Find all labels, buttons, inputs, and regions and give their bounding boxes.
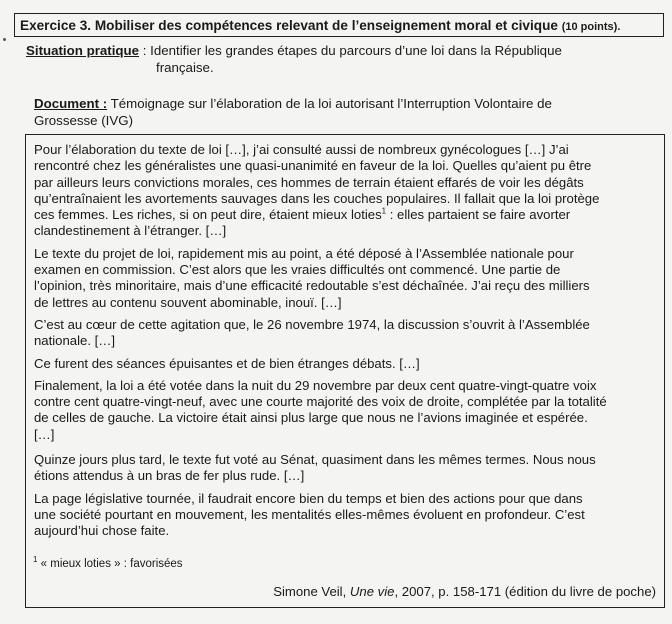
paragraph-line: Finalement, la loi a été votée dans la nuit du 29 novembre par deux cent quatre-vingt-quatre voix [34, 377, 597, 393]
footnote-number: 1 [33, 555, 38, 565]
paragraph-5 [34, 378, 656, 443]
paragraph-line: de lettres au contenu souvent abominable, inouï. […] [34, 294, 342, 310]
document-label: Document : [34, 96, 108, 111]
paragraph-line: examen en commission. C’est alors que les vraies difficultés ont commencé. Une partie de [34, 262, 561, 278]
paragraph-7 [34, 491, 656, 540]
footnote-ref: 1 [381, 206, 387, 216]
source-details: , 2007, p. 158-171 (édition du livre de poche) [394, 584, 656, 599]
document-intro-text-1: Témoignage sur l’élaboration de la loi autorisant l’Interruption Volontaire de [107, 96, 552, 111]
situation-line-1 [26, 42, 626, 59]
footnote-text: « mieux loties » : favorisées [37, 558, 183, 570]
paragraph-line: par ailleurs leurs convictions morales, ces hommes de terrain étaient effarés de voir les dégâts [34, 174, 584, 190]
document-intro [34, 95, 634, 129]
paragraph-line: aujourd’hui chose faite. [34, 523, 170, 539]
situation-text-1: Identifier les grandes étapes du parcours d’une loi dans la République [150, 43, 562, 58]
paragraph-line: Le texte du projet de loi, rapidement mis au point, a été déposé à l’Assemblée nationale pour [34, 245, 574, 261]
paragraph-2 [34, 246, 656, 311]
paragraph-1 [34, 142, 656, 240]
situation-separator: : [139, 43, 151, 58]
document-intro-line-1 [34, 95, 634, 112]
paragraph-line: […] [34, 426, 55, 442]
paragraph-line [34, 207, 656, 223]
paragraph-line: rencontré chez les généralistes une quasi-unanimité en faveur de la loi. Quelles qu’aient pu être [34, 158, 592, 174]
paragraph-line: clandestinement à l’étranger. […] [34, 223, 227, 239]
scan-mark [3, 38, 6, 41]
paragraph-line: Pour l’élaboration du texte de loi […], j’ai consulté aussi de nombreux gynécologues […] J’ai [34, 142, 569, 157]
exercise-title-box [14, 13, 664, 37]
paragraph-4 [34, 356, 656, 372]
paragraph-line: Ce furent des séances épuisantes et de bien étranges débats. […] [34, 355, 420, 371]
paragraph-6 [34, 452, 656, 485]
document-text-box [25, 134, 665, 608]
paragraph-line-text: ces femmes. Les riches, si on peut dire, étaient mieux loties [34, 207, 382, 223]
paragraph-line: La page législative tournée, il faudrait encore bien du temps et bien des actions pour que dans [34, 490, 583, 506]
paragraph-line: C’est au cœur de cette agitation que, le 26 novembre 1974, la discussion s’ouvrit à l’Assemblée [34, 316, 590, 332]
source-book-title: Une vie [349, 584, 395, 599]
source-citation [273, 584, 656, 600]
paragraph-line: contre cent quatre-vingt-neuf, avec une courte majorité des voix de droite, complétée par la totalité [34, 394, 607, 410]
situation-text-2: française. [156, 60, 214, 75]
paragraph-line: nationale. […] [34, 333, 116, 349]
exercise-points: (10 points). [561, 21, 621, 33]
exercise-title: Exercice 3. Mobiliser des compétences relevant de l’enseignement moral et civique [20, 18, 558, 33]
paragraph-line: Quinze jours plus tard, le texte fut voté au Sénat, quasiment dans les mêmes termes. Nous nous [34, 452, 596, 468]
source-author: Simone Veil, [273, 584, 350, 599]
paragraph-3 [34, 317, 656, 350]
paragraph-line-text: : elles partaient se faire avorter [386, 207, 571, 223]
paragraph-line: une société pourtant en mouvement, les mentalités elles-mêmes évoluent en profondeur. C’est [34, 506, 585, 522]
situation-label: Situation pratique [26, 43, 140, 58]
situation-section [26, 42, 626, 76]
paragraph-line: étions attendus à un bras de fer plus rude. […] [34, 468, 305, 484]
paragraph-line: l’opinion, très minoritaire, mais d’une efficacité redoutable s’est déchaînée. J’ai reçu des milliers [34, 278, 590, 294]
document-intro-text-2: Grossesse (IVG) [34, 113, 134, 128]
paragraph-line: qu’entraînaient les avortements sauvages dans les couches populaires. Il fallait que la loi protège [34, 190, 600, 206]
footnote [33, 557, 183, 571]
paragraph-line: de celles de gauche. La victoire était ainsi plus large que nous ne l’avions imaginée et espérée. [34, 410, 588, 426]
